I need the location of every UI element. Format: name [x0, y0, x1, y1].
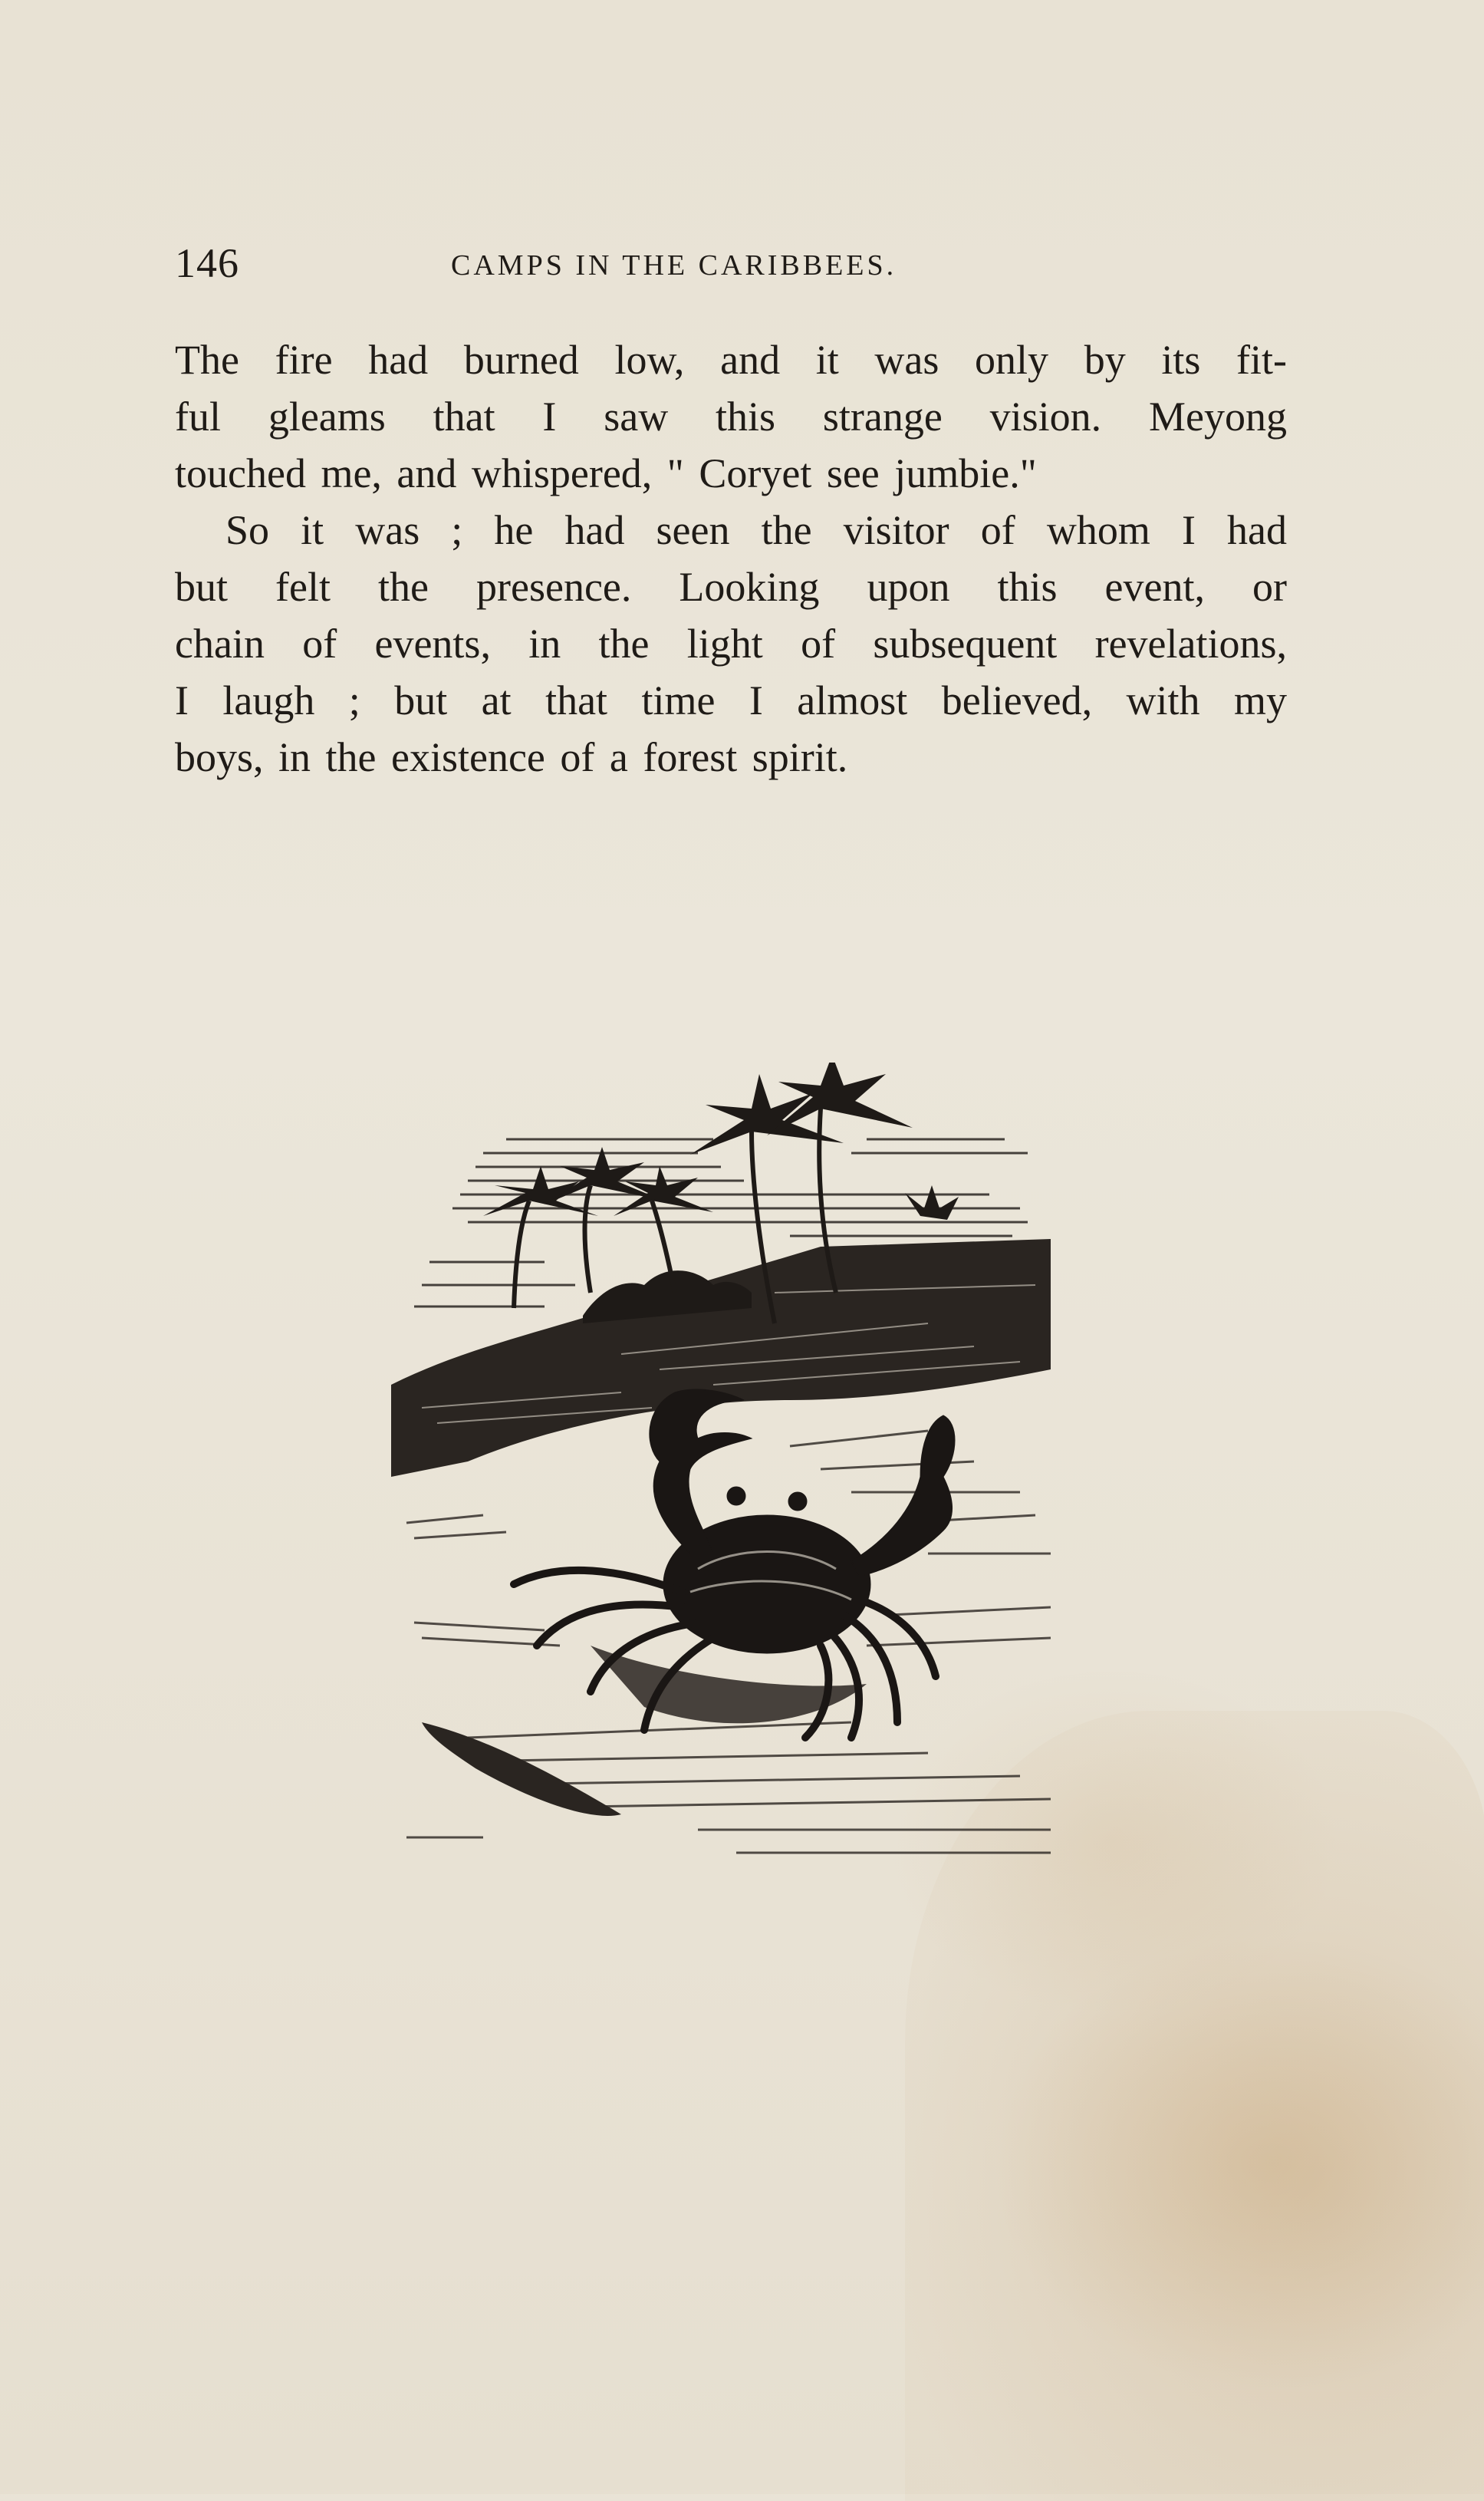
text-line: chain of events, in the light of subsequent revelations,	[175, 621, 1287, 667]
palm-fronds	[483, 1063, 959, 1220]
running-head	[175, 239, 1287, 301]
text-line: touched me, and whispered, " Coryet see jumbie."	[175, 450, 1037, 496]
body-text	[175, 331, 1287, 786]
text-line: ful gleams that I saw this strange vision. Meyong	[175, 394, 1287, 440]
page-number: 146	[175, 240, 239, 286]
text-line: So it was ; he had seen the visitor of whom I had	[225, 507, 1287, 553]
crab-eye	[788, 1492, 807, 1511]
paragraph-2	[175, 502, 1287, 786]
crab-engraving	[391, 1063, 1066, 1876]
crab-eye	[727, 1487, 745, 1505]
text-line: but felt the presence. Looking upon this event, or	[175, 564, 1287, 610]
text-line: The fire had burned low, and it was only by its fit-	[175, 337, 1287, 383]
text-line: I laugh ; but at that time I almost believed, with my	[175, 677, 1287, 723]
text-line: boys, in the existence of a forest spirit.	[175, 734, 848, 780]
book-title: CAMPS IN THE CARIBBEES.	[451, 249, 897, 282]
paragraph-1	[175, 331, 1287, 502]
